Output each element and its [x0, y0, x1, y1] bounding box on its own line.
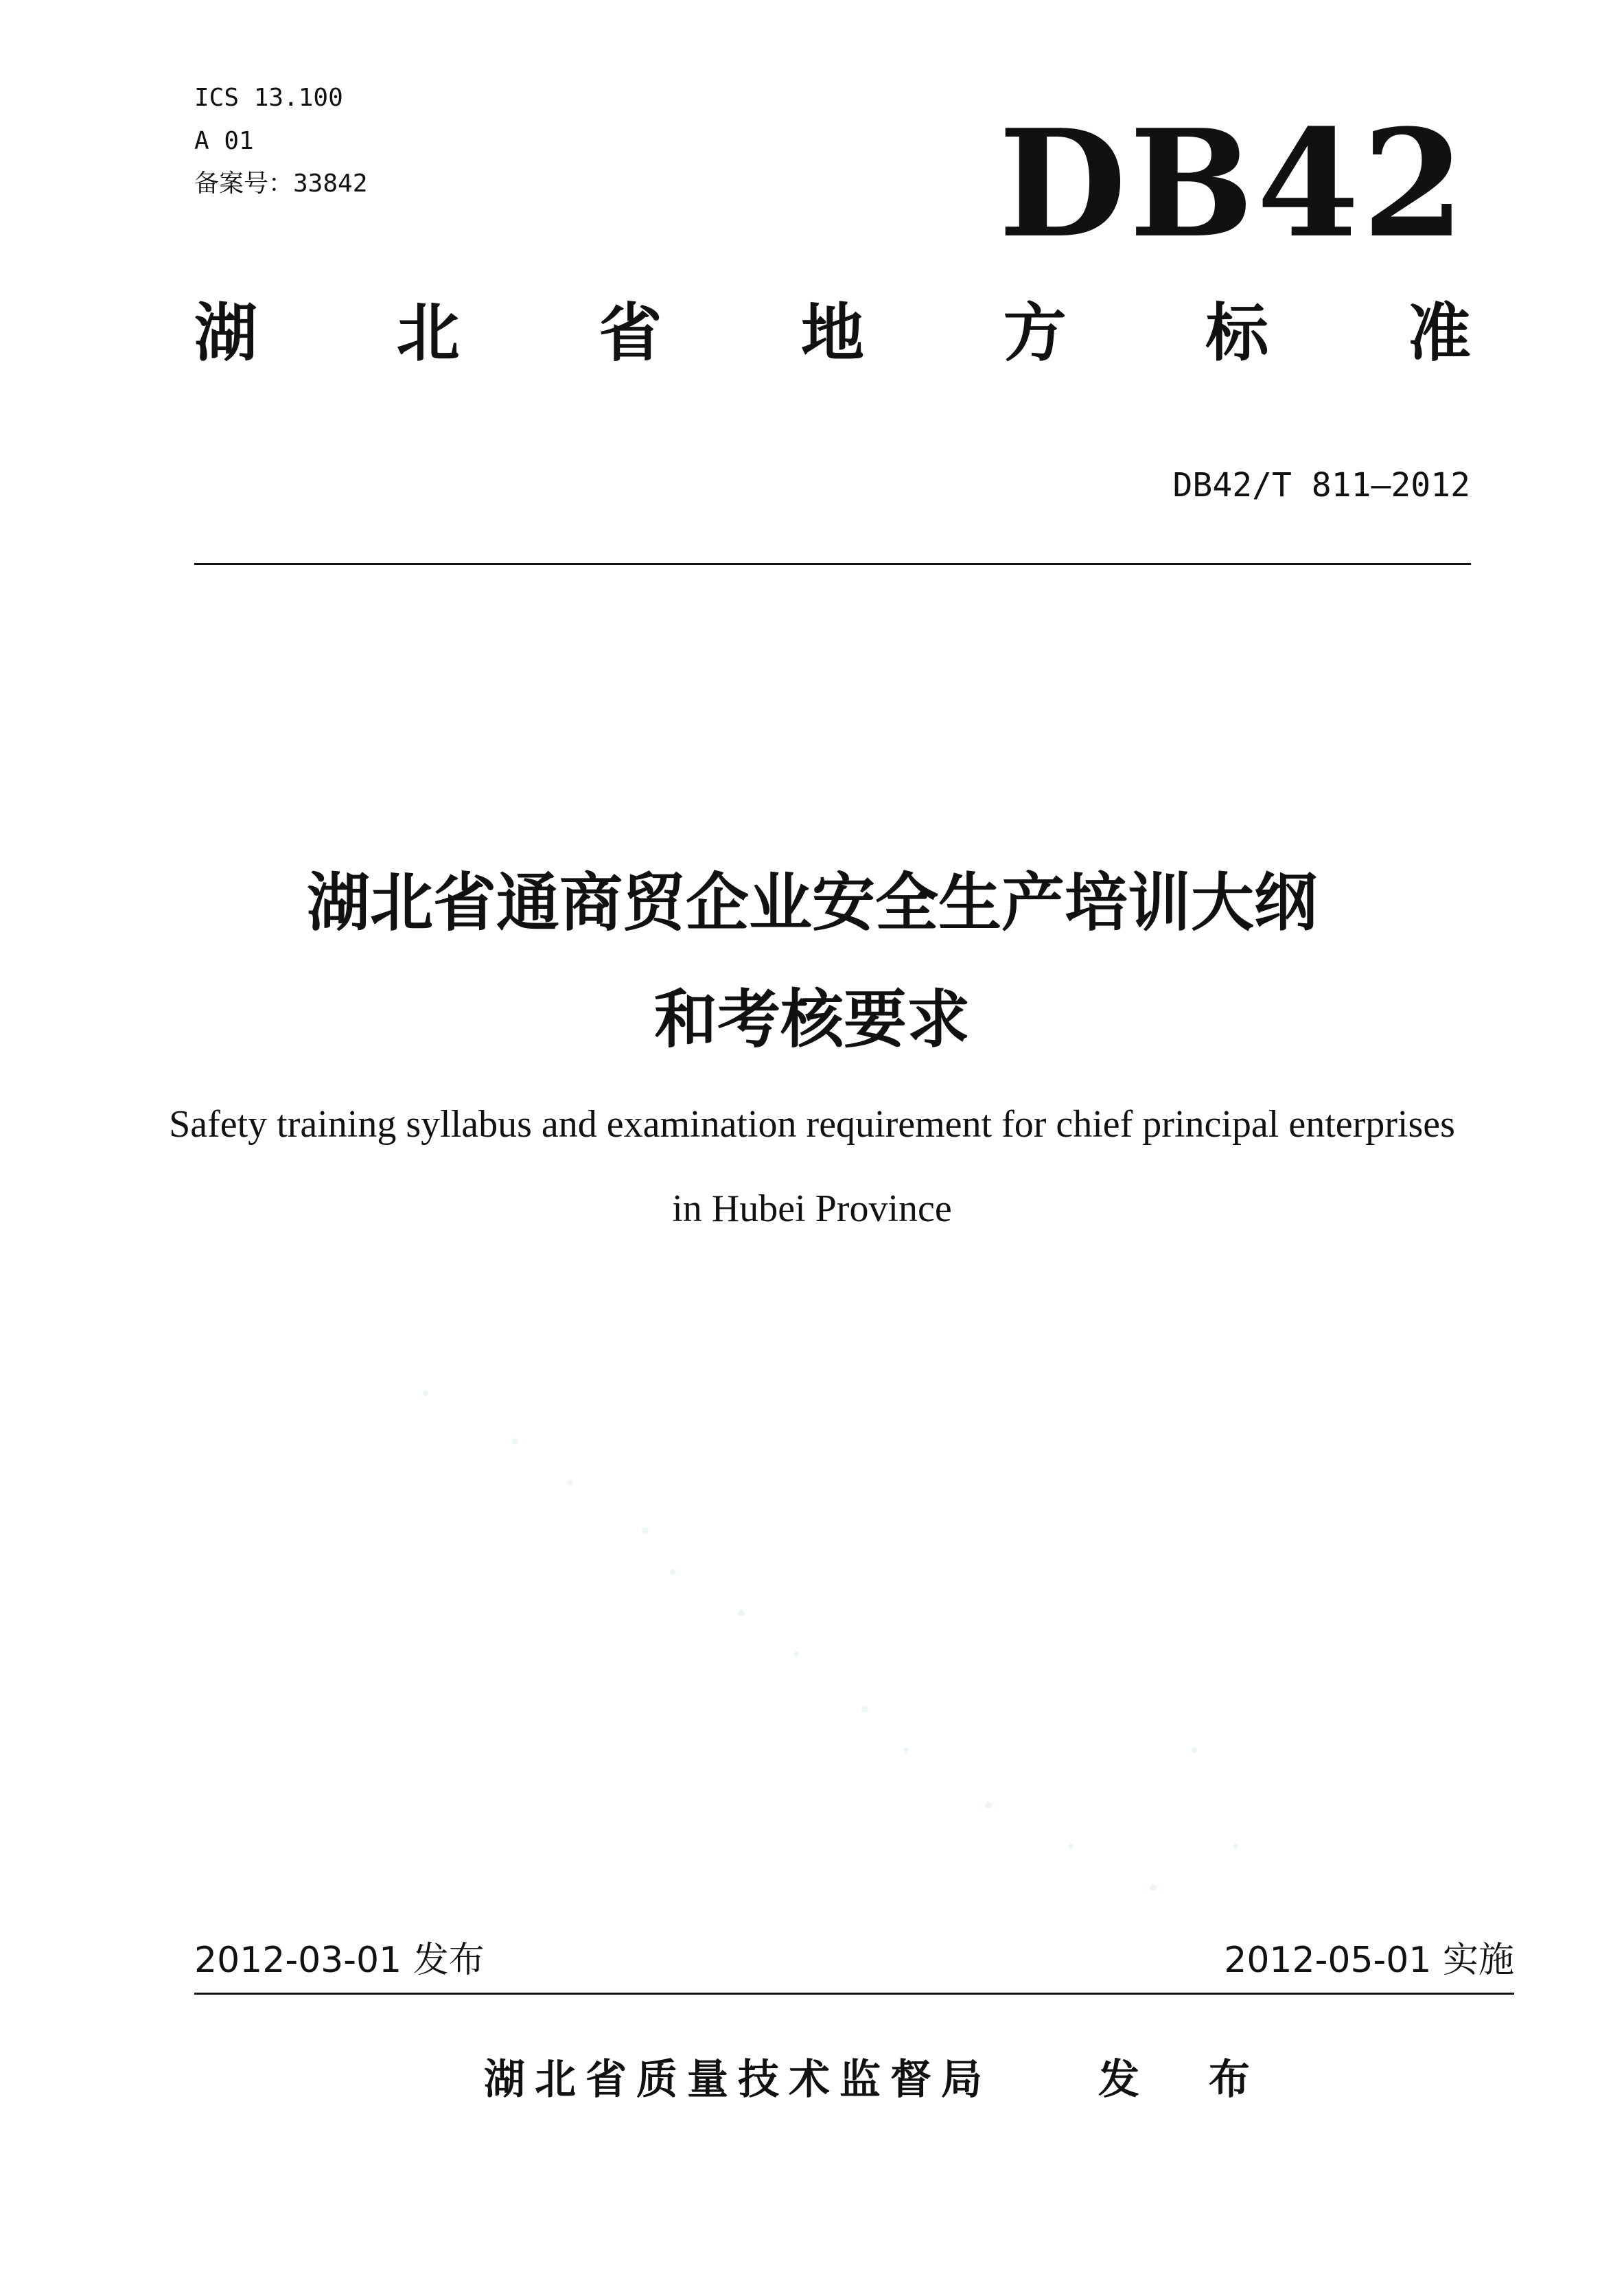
standard-type-char: 准 [1407, 297, 1471, 370]
issue-date: 2012-03-01 发布 [194, 1940, 485, 1981]
standard-type-char: 方 [1003, 297, 1067, 370]
standard-type-char: 湖 [194, 297, 258, 370]
standard-logo: DB42 [998, 97, 1468, 270]
implementation-date: 2012-05-01 实施 [1224, 1940, 1514, 1981]
standard-type-heading [194, 297, 1471, 370]
standard-type-char: 省 [599, 297, 662, 370]
standard-type-char: 标 [1205, 297, 1269, 370]
title-english-line-2: in Hubei Province [672, 1187, 952, 1230]
title-chinese-line-2: 和考核要求 [653, 983, 970, 1056]
filing-number: 备案号：33842 [194, 170, 368, 198]
classification-code: A 01 [194, 127, 254, 155]
publisher-name: 湖北省质量技术监督局 [484, 2056, 992, 2104]
publisher-action: 发 布 [1098, 2056, 1277, 2104]
title-chinese-line-1: 湖北省通商贸企业安全生产培训大纲 [306, 866, 1317, 940]
standard-type-char: 地 [800, 297, 864, 370]
ics-code: ICS 13.100 [194, 84, 343, 112]
top-divider [194, 563, 1471, 565]
bottom-divider [194, 1993, 1514, 1995]
standard-type-char: 北 [396, 297, 460, 370]
standard-number: DB42/T 811—2012 [1172, 466, 1470, 505]
title-english-line-1: Safety training syllabus and examination requirement for chief principal enterprises [169, 1103, 1455, 1146]
faint-watermark [384, 1366, 1277, 1929]
